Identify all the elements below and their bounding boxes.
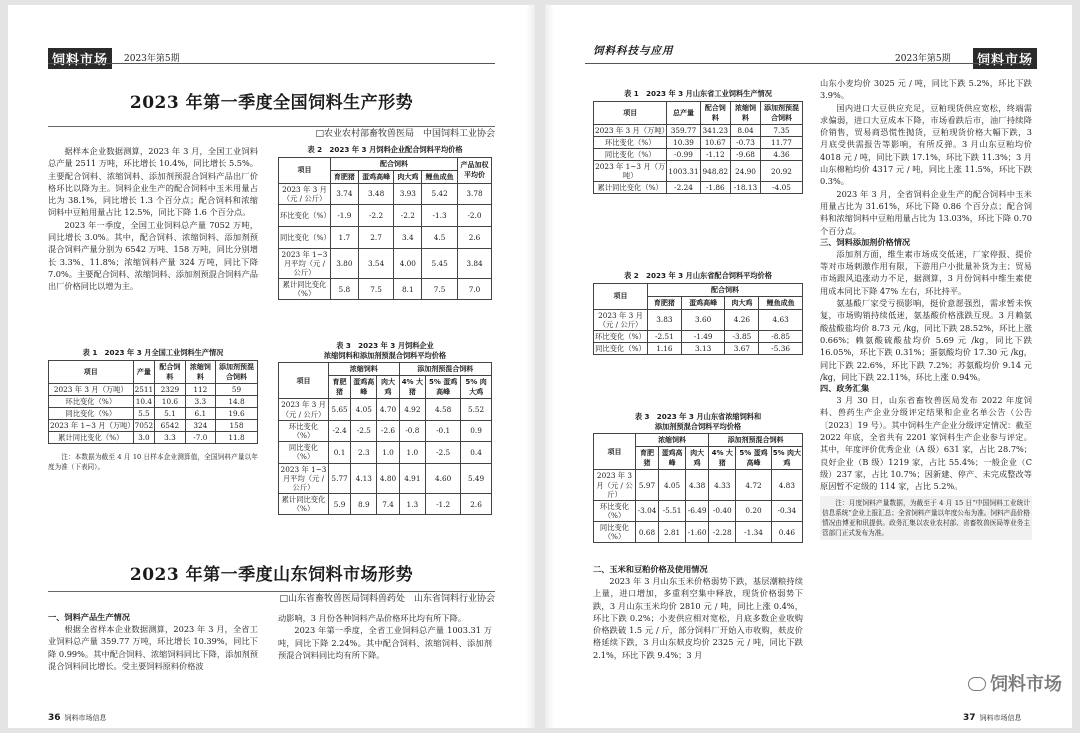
page-number: 36	[48, 713, 61, 723]
row-label: 2023 年 3 月（元 / 公斤）	[594, 470, 636, 500]
article-body	[48, 612, 258, 672]
cell: 3.74	[331, 183, 359, 204]
cell: 4.91	[399, 463, 426, 493]
cell: -2.0	[458, 204, 492, 226]
paragraph: 2023 年 3 月山东玉米价格弱势下跌，基层潮粮持续上量，进口增加，多重利空集中释放，现货价格弱势下跌，3 月山东玉米均价 2810 元 / 吨，同比上涨 0.4%，环比下跌 0.2%；小麦供应相对宽松，月底多数企业收购价格跌破 1.5 元 / 斤，部分饲料厂开始入市收购，麸皮价格延续下跌，3 月山东麸皮均价 2325 元 / 吨，同比下跌 2.1%，环比下跌 9.4%；3 月	[593, 576, 803, 660]
table-header: 5% 蛋鸡高峰	[736, 447, 771, 470]
table-row	[279, 441, 492, 463]
table-row	[49, 407, 258, 419]
row-label: 2023 年 1~3 月平均（元 / 公斤）	[279, 248, 331, 278]
cell: 4.13	[351, 463, 377, 493]
cell: 2.6	[458, 226, 492, 248]
cell: 1.7	[331, 226, 359, 248]
table-header: 蛋鸡高峰	[659, 447, 686, 470]
paragraph: 动影响，3 月份各种饲料产品价格环比均有所下降。	[278, 613, 466, 623]
data-note: 注：月度饲料产量数据，为截至于 4 月 15 日“中国饲料工业统计信息系统”企业上报汇总；全省饲料产量以年度公布为准。饲料产品价格情况由博亚和讯提供。政务汇集以农业农村部、省畜牧兽医局等业务主管部门正式发布为准。	[820, 496, 1032, 541]
cell: 1.0	[399, 441, 426, 463]
watermark	[968, 670, 1062, 696]
table-caption: 添加剂预混合饲料平均价格	[654, 421, 742, 431]
row-label: 同比变化（%）	[595, 344, 646, 354]
cell: -9.68	[731, 148, 761, 160]
table-caption: 表 3 2023 年 3 月饲料企业	[336, 341, 434, 350]
table-header: 浓缩饲料	[185, 360, 215, 383]
table-header: 5% 肉大鸡	[461, 376, 492, 399]
table-row	[594, 309, 803, 330]
cell: 4.92	[399, 399, 426, 420]
cell: -7.0	[185, 432, 215, 444]
cell: 0.68	[636, 521, 659, 542]
cell: 2.3	[351, 441, 377, 463]
cell: -6.49	[686, 500, 709, 521]
cell: -2.4	[329, 420, 351, 441]
cell: 3.3	[185, 395, 215, 407]
table-header: 5% 肉大鸡	[771, 447, 802, 470]
row-label: 同比变化（%）	[49, 407, 134, 419]
header-rule	[48, 63, 495, 64]
cell: 4.33	[709, 470, 736, 500]
cell: -18.13	[731, 182, 761, 194]
cell: 5.49	[461, 463, 492, 493]
cell: 0.1	[329, 441, 351, 463]
section-heading: 一、饲料产品生产情况	[48, 612, 130, 622]
cell: 4.80	[377, 463, 399, 493]
wechat-icon	[968, 677, 986, 691]
cell: 3.54	[358, 248, 394, 278]
cell: 112	[185, 383, 215, 395]
table-header: 添加剂预混合饲料	[399, 363, 491, 376]
table-row	[49, 420, 258, 432]
row-label: 环比变化（%）	[594, 500, 636, 521]
cell: 0.9	[461, 420, 492, 441]
cell: -2.5	[426, 441, 461, 463]
cell: 4.36	[761, 148, 803, 160]
table-row	[279, 204, 492, 226]
cell: 1.16	[648, 343, 682, 355]
table-row	[279, 248, 492, 278]
row-label: 累计同比变化（%）	[279, 494, 329, 515]
cell: -8.85	[759, 330, 803, 342]
row-label: 2023 年 1~3 月（万吨）	[50, 421, 135, 431]
article-source: □山东省畜牧兽医局饲料兽药处 山东省饲料行业协会	[279, 594, 495, 604]
table-row	[279, 494, 492, 515]
cell: 20.92	[761, 161, 803, 182]
cell: 4.72	[736, 470, 771, 500]
row-label: 2023 年 3 月（万吨）	[49, 383, 134, 395]
table-header: 浓缩饲料	[731, 101, 761, 124]
row-label: 累计同比变化（%）	[594, 182, 667, 194]
cell: 0.4	[461, 441, 492, 463]
table-caption: 表 2 2023 年 3 月山东省配合饲料平均价格	[624, 271, 772, 280]
page-number: 37	[963, 713, 976, 723]
cell: 10.39	[667, 136, 700, 148]
table-1	[593, 89, 803, 194]
table-header: 添加剂预混合饲料	[761, 101, 803, 124]
cell: 7.5	[422, 279, 458, 300]
table-row	[594, 161, 803, 182]
table-caption: 表 3 2023 年 3 月山东省浓缩饲料和	[634, 412, 762, 421]
paragraph: 添加剂方面，维生素市场成交低迷，厂家停报、提价等对市场刺激作用有限，下游用户小批量补货为主；贸易市场跟风追涨动力不足，据测算，3 月份饲料中维生素使用成本同比下降 47% 左右，环比持平。	[820, 248, 1032, 296]
cell: -1.2	[426, 494, 461, 515]
cell: 10.67	[700, 136, 730, 148]
cell: 3.3	[155, 432, 186, 444]
cell: -2.28	[709, 521, 736, 542]
row-label: 累计同比变化（%）	[49, 432, 134, 444]
cell: -5.36	[759, 343, 803, 355]
table-header: 4% 大猪	[709, 447, 736, 470]
journal-brand: 饲料科技与应用	[593, 45, 674, 57]
section-tag: 饲料市场	[48, 48, 112, 69]
table-row	[279, 279, 492, 300]
table-header: 育肥猪	[636, 447, 659, 470]
left-page	[8, 5, 535, 728]
row-label: 2023 年 3 月（元 / 公斤）	[279, 399, 329, 420]
cell: -4.05	[761, 182, 803, 194]
cell: -0.73	[731, 136, 761, 148]
cell: -1.3	[422, 204, 458, 226]
cell: 2.6	[461, 494, 492, 515]
cell: 3.83	[648, 309, 682, 330]
right-page	[545, 5, 1072, 728]
cell: 5.1	[155, 407, 186, 419]
cell: -2.6	[377, 420, 399, 441]
cell: 5.8	[331, 279, 359, 300]
page-footer	[48, 713, 107, 723]
cell: -3.85	[725, 330, 759, 342]
cell: 5.65	[329, 399, 351, 420]
cell: 1.3	[399, 494, 426, 515]
paragraph: 2023 年一季度，全国工业饲料总产量 7052 万吨，同比增长 3.0%。其中，配合饲料、浓缩饲料、添加剂预混合饲料产量分别为 6542 万吨、158 万吨，同比分别增长 3.3%、11.8%；浓缩饲料产量 324 万吨，同比下降 7.0%。主要配合饲料、浓缩饲料、添加剂预混合饲料产品出厂价格同比以增为主。	[48, 219, 258, 292]
cell: 3.84	[458, 248, 492, 278]
table-header: 项目	[279, 157, 331, 183]
table-header: 鲤鱼成鱼	[422, 170, 458, 183]
cell: 3.67	[725, 343, 759, 355]
cell: 948.82	[700, 161, 730, 182]
cell: -0.99	[667, 148, 700, 160]
cell: 5.52	[461, 399, 492, 420]
cell: 3.80	[331, 248, 359, 278]
table-row	[594, 148, 803, 160]
cell: 4.5	[422, 226, 458, 248]
cell: 4.38	[686, 470, 709, 500]
row-label: 同比变化（%）	[594, 148, 667, 160]
article-body	[593, 564, 803, 661]
table-caption: 表 1 2023 年 3 月全国工业饲料生产情况	[82, 348, 224, 357]
cell: 341.23	[700, 124, 730, 136]
table-header: 育肥猪	[329, 376, 351, 399]
row-label: 同比变化（%）	[594, 521, 636, 542]
cell: 5.45	[422, 248, 458, 278]
watermark-text: 饲料市场	[990, 674, 1062, 695]
table-header: 配合饲料	[648, 283, 803, 296]
table-note: 注：本数据为截至 4 月 10 日样本企业测算值，全国饲料产量以年度为准（下表同）。	[48, 453, 258, 472]
cell: 8.1	[394, 279, 422, 300]
cell: 10.4	[133, 395, 155, 407]
table-3	[278, 341, 492, 515]
cell: -1.9	[331, 204, 359, 226]
cell: -5.51	[659, 500, 686, 521]
table-row	[594, 330, 803, 342]
table-row	[594, 470, 803, 500]
row-label: 2023 年 3 月（万吨）	[595, 125, 669, 135]
issue-number: 2023年第5期	[124, 54, 180, 64]
table-2	[278, 145, 492, 300]
cell: 7052	[134, 421, 154, 431]
table-header: 蛋鸡高峰	[358, 170, 394, 183]
table-row	[279, 399, 492, 420]
cell: 11.77	[761, 136, 803, 148]
table-header: 配合饲料	[155, 360, 186, 383]
row-label: 2023 年 3 月（元 / 公斤）	[279, 183, 331, 204]
cell: 4.63	[759, 309, 803, 330]
header-rule	[585, 63, 1032, 64]
cell: 59	[216, 383, 258, 395]
cell: 2511	[134, 384, 154, 394]
cell: 4.58	[426, 399, 461, 420]
table-header: 项目	[594, 283, 648, 309]
cell: 7.0	[458, 279, 492, 300]
table-header: 4% 大猪	[399, 376, 426, 399]
cell: 4.00	[394, 248, 422, 278]
paragraph: 根据全省样本企业数据测算，2023 年 3 月，全省工业饲料总产量 359.77 万吨，环比增长 10.39%，同比下降 0.99%。其中配合饲料、浓缩饲料同比下降，添加剂预混合饲料同比增长。受主要饲料原料价格波	[48, 624, 258, 671]
table-row	[594, 500, 803, 521]
table-header: 肉大鸡	[725, 296, 759, 309]
row-label: 2023 年 1~3 月平均（元 / 公斤）	[279, 463, 329, 493]
cell: -2.51	[648, 330, 682, 342]
cell: 158	[216, 420, 258, 432]
cell: 8.9	[351, 494, 377, 515]
row-label: 环比变化（%）	[279, 420, 329, 441]
cell: 3.0	[133, 432, 155, 444]
table-header: 配合饲料	[700, 101, 730, 124]
cell: -2.5	[351, 420, 377, 441]
table-row	[49, 383, 258, 395]
table-header: 肉大鸡	[394, 170, 422, 183]
cell: -2.24	[667, 182, 700, 194]
section-tag: 饲料市场	[973, 48, 1037, 69]
table-header: 添加剂预混合饲料	[709, 434, 803, 447]
cell: 3.60	[681, 309, 725, 330]
cell: 2329	[155, 383, 186, 395]
cell: 5.5	[133, 407, 155, 419]
table-caption: 浓缩饲料和添加剂预混合饲料平均价格	[323, 350, 447, 360]
page-gutter-shadow	[545, 5, 554, 728]
table-row	[279, 183, 492, 204]
paragraph: 山东小麦均价 3025 元 / 吨，同比下跌 5.2%，环比下跌 3.9%。	[820, 78, 1032, 101]
row-label: 2023 年 1~3 月（万吨）	[595, 162, 666, 181]
article-title: 2023 年第一季度全国饲料生产形势	[129, 93, 414, 113]
cell: 2.7	[358, 226, 394, 248]
cell: 2.81	[659, 521, 686, 542]
table-row	[279, 420, 492, 441]
row-label: 2023 年 3 月（元 / 公斤）	[594, 309, 648, 330]
cell: 7.5	[358, 279, 394, 300]
article-title: 2023 年第一季度山东饲料市场形势	[129, 565, 414, 585]
cell: 0.46	[771, 521, 802, 542]
cell: 3.93	[394, 183, 422, 204]
cell: 8.04	[731, 124, 761, 136]
cell: 7.4	[377, 494, 399, 515]
footer-brand: 饲料市场信息	[979, 714, 1022, 722]
section-heading: 三、饲料添加剂价格情况	[820, 236, 911, 247]
row-label: 累计同比变化（%）	[279, 279, 331, 300]
table-header: 项目	[49, 360, 134, 383]
cell: -0.34	[771, 500, 802, 521]
cell: 1.0	[377, 441, 399, 463]
article-body	[820, 77, 1032, 540]
row-label: 同比变化（%）	[279, 226, 331, 248]
cell: 3.48	[358, 183, 394, 204]
paragraph: 氨基酸厂家受亏损影响，挺价意愿强烈，需求暂未恢复，市场购销持续低迷，氨基酸价格涨跌互现。3 月赖氨酸盐酸盐均价 8.73 元 /kg，同比下跌 28.52%，环比上涨 0.66%；赖氨酸硫酸盐均价 5.69 元 /kg，同比下跌 16.05%，环比下跌 0.31%；蛋氨酸均价 17.30 元 /kg，同比下跌 22.6%，环比下跌 7.2%；苏氨酸均价 9.14 元 /kg，同比下跌 22.11%，环比上涨 0.94%。	[820, 298, 1033, 382]
page-footer	[963, 713, 1022, 723]
row-label: 环比变化（%）	[279, 204, 331, 226]
cell: -1.34	[736, 521, 771, 542]
table-header: 浓缩饲料	[636, 434, 709, 447]
footer-brand: 饲料市场信息	[64, 714, 107, 722]
cell: 4.70	[377, 399, 399, 420]
table-header: 产品加权平均价	[458, 157, 492, 183]
table-row	[594, 124, 803, 136]
table-header: 浓缩饲料	[329, 363, 400, 376]
cell: 0.20	[736, 500, 771, 521]
cell: -0.8	[399, 420, 426, 441]
cell: 14.8	[216, 395, 258, 407]
row-label: 环比变化（%）	[595, 331, 646, 341]
cell: 6.1	[185, 407, 215, 419]
table-header: 鲤鱼成鱼	[759, 296, 803, 309]
row-label: 环比变化（%）	[49, 395, 134, 407]
table-row	[594, 136, 803, 148]
cell: 5.9	[329, 494, 351, 515]
table-header: 蛋鸡高峰	[681, 296, 725, 309]
cell: 1003.31	[667, 161, 700, 182]
cell: -1.49	[681, 330, 725, 342]
cell: 3.4	[394, 226, 422, 248]
cell: 5.42	[422, 183, 458, 204]
cell: 4.05	[351, 399, 377, 420]
table-header: 肉大鸡	[686, 447, 709, 470]
issue-number: 2023年第5期	[895, 54, 951, 64]
table-caption: 表 1 2023 年 3 月山东省工业饲料生产情况	[624, 89, 772, 98]
cell: -1.86	[700, 182, 730, 194]
table-2	[593, 271, 803, 355]
table-header: 添加剂预混合饲料	[216, 360, 258, 383]
cell: 3.78	[458, 183, 492, 204]
paragraph: 2023 年第一季度，全省工业饲料总产量 1003.31 万吨，同比下降 2.24%。其中配合饲料、浓缩饲料、添加剂预混合饲料同比均有所下降。	[278, 625, 492, 660]
table-row	[279, 463, 492, 493]
cell: 4.83	[771, 470, 802, 500]
table-caption: 表 2 2023 年 3 月饲料企业配合饲料平均价格	[307, 145, 463, 154]
cell: 3.13	[681, 343, 725, 355]
row-label: 同比变化（%）	[279, 441, 329, 463]
table-header: 育肥猪	[331, 170, 359, 183]
table-header: 配合饲料	[331, 157, 458, 170]
table-header: 育肥猪	[648, 296, 682, 309]
cell: 6542	[155, 420, 186, 432]
paragraph: 据样本企业数据测算，2023 年 3 月，全国工业饲料总产量 2511 万吨，环比增长 10.4%，同比增长 5.5%。主要配合饲料、浓缩饲料、添加剂预混合饲料产品出厂价格环比以降为主。饲料企业生产的配合饲料中玉米用量占比为 38.1%，同比增长 1.3 个百分点；配合饲料和浓缩饲料中豆粕用量占比 12.5%，同比下降 1.6 个百分点。	[48, 146, 258, 218]
page-gutter-shadow	[526, 5, 535, 728]
cell: 19.6	[216, 407, 258, 419]
paragraph: 3 月 30 日，山东省畜牧兽医局发布 2022 年度饲料、兽药生产企业分级评定结果和企业名单公告（公告〔2023〕19 号）。其中饲料生产企业分级评定情况：截至 2022 年底，全省共有 2201 家饲料生产企业参与评定。其中，年度评价优秀企业（A 级）631 家，占比 28.7%；良好企业（B 级）1219 家，占比 55.4%；一般企业（C 级）237 家，占比 10.7%；因新建、停产、未完成整改等原因暂不定级的 114 家，占比 5.2%。	[820, 395, 1032, 492]
table-1	[48, 348, 258, 473]
cell: 324	[185, 420, 215, 432]
section-heading: 四、政务汇集	[820, 383, 870, 394]
paragraph: 2023 年 3 月，全省饲料企业生产的配合饲料中玉米用量占比为 31.61%，环比下降 0.86 个百分点；配合饲料和浓缩饲料中豆粕用量占比为 13.03%，环比下降 0.70 个百分点。	[820, 188, 1032, 236]
cell: 4.05	[659, 470, 686, 500]
table-row	[49, 432, 258, 444]
table-header: 项目	[594, 434, 636, 470]
cell: -2.2	[394, 204, 422, 226]
table-3	[593, 412, 803, 543]
cell: 5.97	[636, 470, 659, 500]
cell: -1.12	[700, 148, 730, 160]
table-row	[279, 226, 492, 248]
table-row	[594, 182, 803, 194]
cell: 4.60	[426, 463, 461, 493]
table-header: 肉大鸡	[377, 376, 399, 399]
table-header: 项目	[279, 363, 329, 399]
table-row	[594, 343, 803, 355]
cell: 4.26	[725, 309, 759, 330]
cell: -0.1	[426, 420, 461, 441]
cell: -0.40	[709, 500, 736, 521]
cell: 359.77	[667, 124, 700, 136]
paragraph: 国内进口大豆供应充足，豆粕现货供应宽松，终端需求偏弱，进口大豆成本下降，市场看跌后市，油厂持续降价销售，贸易商恐慌性抛货，豆粕现货价格大幅下跌，3 月底受供需报告等影响，有所反弹。3 月山东豆粕均价 4018 元 / 吨，同比下跌 17.1%，环比下跌 11.3%；3 月山东棉粕均价 4317 元 / 吨，同比上涨 11.5%，环比下跌 0.3%。	[820, 102, 1032, 187]
table-header: 项目	[594, 101, 667, 124]
cell: 24.90	[731, 161, 761, 182]
cell: 5.77	[329, 463, 351, 493]
cell: -1.60	[686, 521, 709, 542]
table-header: 5% 蛋鸡高峰	[426, 376, 461, 399]
row-label: 环比变化（%）	[594, 136, 667, 148]
article-body	[48, 145, 258, 293]
table-header: 产量	[133, 360, 155, 383]
table-row	[49, 395, 258, 407]
article-source: □农业农村部畜牧兽医局 中国饲料工业协会	[315, 129, 495, 139]
cell: -2.2	[358, 204, 394, 226]
table-row	[594, 521, 803, 542]
section-heading: 二、玉米和豆粕价格及使用情况	[593, 564, 708, 574]
cell: 7.35	[761, 124, 803, 136]
table-header: 蛋鸡高峰	[351, 376, 377, 399]
cell: -3.04	[636, 500, 659, 521]
table-header: 总产量	[667, 101, 700, 124]
cell: 10.6	[155, 395, 186, 407]
article-body	[278, 612, 492, 661]
cell: 11.8	[216, 432, 258, 444]
